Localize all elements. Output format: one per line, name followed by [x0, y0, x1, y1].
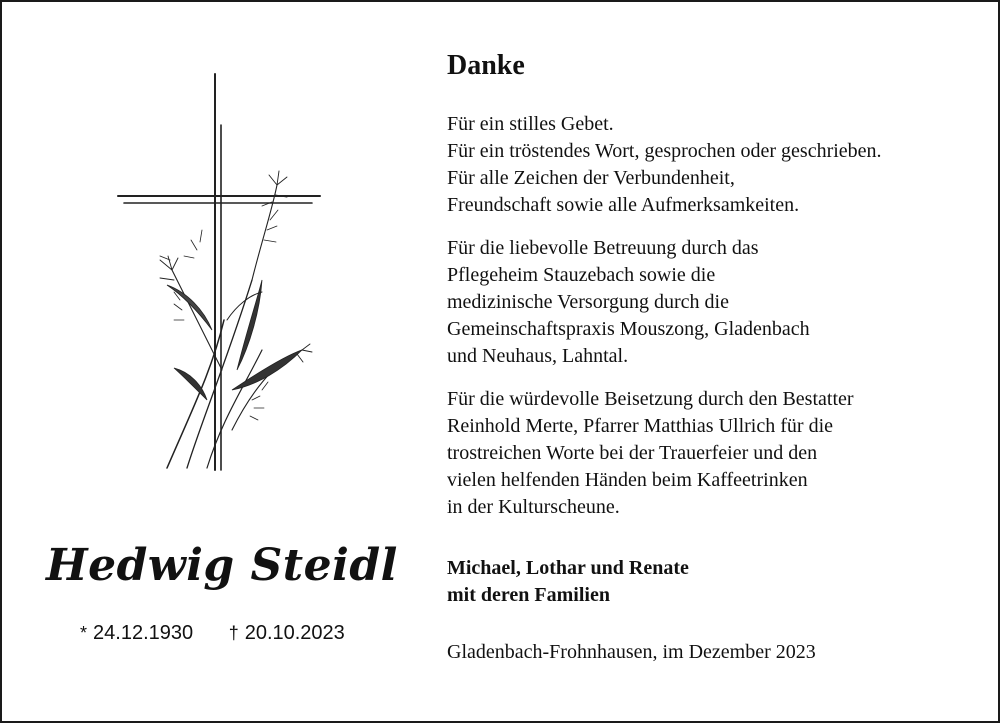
- death-date-group: [229, 622, 345, 644]
- text-line: Gemeinschaftspraxis Mouszong, Gladenbach: [447, 318, 810, 340]
- paragraph-2: [447, 235, 987, 370]
- text-line: Für ein stilles Gebet.: [447, 113, 614, 135]
- text-line: Reinhold Merte, Pfarrer Matthias Ullrich für die: [447, 415, 833, 437]
- signer-line: mit deren Familien: [447, 584, 610, 606]
- paragraph-3: [447, 386, 987, 521]
- text-line: vielen helfenden Händen beim Kaffeetrinken: [447, 469, 808, 491]
- place-date: Gladenbach-Frohnhausen, im Dezember 2023: [447, 641, 816, 663]
- text-line: Pflegeheim Stauzebach sowie die: [447, 264, 716, 286]
- death-date: 20.10.2023: [244, 622, 345, 644]
- text-line: Für die liebevolle Betreuung durch das: [447, 237, 759, 259]
- text-line: medizinische Versorgung durch die: [447, 291, 729, 313]
- text-line: in der Kulturscheune.: [447, 496, 620, 518]
- birth-symbol: *: [80, 623, 88, 643]
- cross-with-flowers-icon: [112, 70, 327, 480]
- death-symbol: †: [228, 623, 239, 643]
- life-dates: [80, 621, 380, 645]
- deceased-name: Hedwig Steidl: [46, 540, 398, 591]
- text-line: Für ein tröstendes Wort, gesprochen oder geschrieben.: [447, 140, 882, 162]
- text-line: Für die würdevolle Beisetzung durch den Bestatter: [447, 388, 854, 410]
- thank-you-heading: Danke: [447, 50, 525, 81]
- signer-line: Michael, Lothar und Renate: [447, 557, 689, 579]
- signers: [447, 555, 987, 609]
- paragraph-1: [447, 111, 987, 219]
- text-line: trostreichen Worte bei der Trauerfeier und den: [447, 442, 818, 464]
- text-line: und Neuhaus, Lahntal.: [447, 345, 629, 367]
- birth-date-group: [80, 622, 199, 644]
- birth-date: 24.12.1930: [93, 622, 194, 644]
- text-line: Freundschaft sowie alle Aufmerksamkeiten.: [447, 194, 800, 216]
- thank-you-text: [447, 47, 987, 666]
- text-line: Für alle Zeichen der Verbundenheit,: [447, 167, 735, 189]
